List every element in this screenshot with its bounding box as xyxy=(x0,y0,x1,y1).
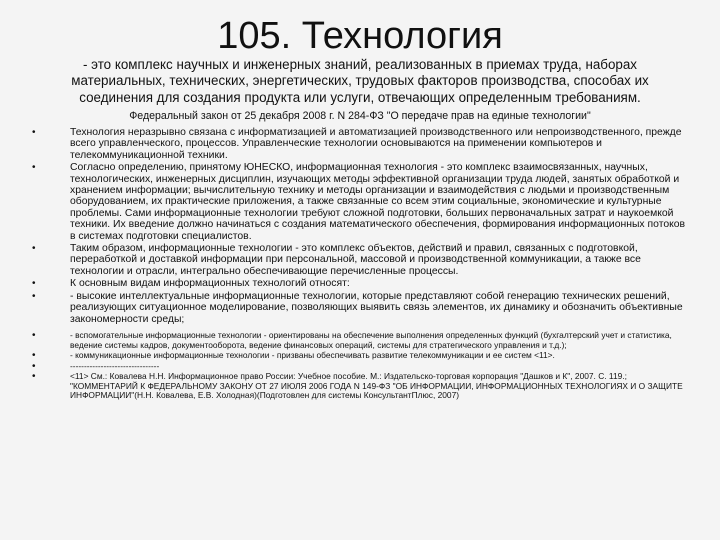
bullet-item: • Технология неразрывно связана с информатизацией и автоматизацией производственного или непроизводственного, прежде всего управленческого, процессов. Управленческие технологии основываются на применении компьютеров и телекоммуникационной техники. xyxy=(26,127,686,161)
bullet-item: • - вспомогательные информационные технологии - ориентированы на обеспечение выполнения определенных функций (бухгалтерский учет и статистика, ведение системы кадров, документооборота, ведение финансовых операций, системы для стратегического управления и т.д.); xyxy=(26,331,686,350)
law-source-note: Федеральный закон от 25 декабря 2008 г. N 284-ФЗ "О передаче прав на единые технологии" xyxy=(129,110,591,122)
bullet-item: • - высокие интеллектуальные информационные технологии, которые представляют собой генерацию технических решений, реализующих ситуационное моделирование, позволяющих выявить связь элементов, их динамику и обозначить объективные закономерности среды; xyxy=(26,291,686,325)
bullet-item: • -------------------------------- xyxy=(26,362,686,372)
slide-title: 105. Технология xyxy=(217,15,503,57)
definition-text: - это комплекс научных и инженерных знаний, реализованных в приемах труда, наборах материальных, технических, энергетических, трудовых факторов производства, способах их соединения для создания продукта или услуги, отвечающих определенным требованиям. xyxy=(71,57,649,105)
bullet-item: • Таким образом, информационные технологии - это комплекс объектов, действий и правил, связанных с подготовкой, переработкой и доставкой информации при персональной, массовой и производственной коммуникации, а также все технологии и отрасли, интегрально обеспечивающие перечисленные процессы. xyxy=(26,243,686,277)
bullet-item: • К основным видам информационных технологий относят: xyxy=(26,278,686,289)
bullet-item: • - коммуникационные информационные технологии - призваны обеспечивать развитие телекоммуникации и ее систем <11>. xyxy=(26,351,686,361)
bullet-item: • Согласно определению, принятому ЮНЕСКО, информационная технология - это комплекс взаимосвязанных, научных, технологических, инженерных дисциплин, изучающих методы эффективной организации труда людей, занятых обработкой и хранением информации; вычислительную технику и методы организации и взаимодействия с людьми и производственным оборудованием, их практические приложения, а также связанные со всем этим социальные, экономические и культурные проблемы. Сами информационные технологии требуют сложной подготовки, больших первоначальных затрат и наукоемкой техники. Их введение должно начинаться с создания математического обеспечения, формирования информационных потоков в системах подготовки специалистов. xyxy=(26,162,686,242)
footnote-item: • <11> См.: Ковалева Н.Н. Информационное право России: Учебное пособие. М.: Издательско-торговая корпорация "Дашков и К", 2007. С. 119.; "КОММЕНТАРИЙ К ФЕДЕРАЛЬНОМУ ЗАКОНУ ОТ 27 ИЮЛЯ 2006 ГОДА N 149-ФЗ "ОБ ИНФОРМАЦИИ, ИНФОРМАЦИОННЫХ ТЕХНОЛОГИЯХ И О ЗАЩИТЕ ИНФОРМАЦИИ"(Н.Н. Ковалева, Е.В. Холодная)(Подготовлен для системы КонсультантПлюс, 2007) xyxy=(26,372,686,401)
bullet-list xyxy=(26,127,686,402)
